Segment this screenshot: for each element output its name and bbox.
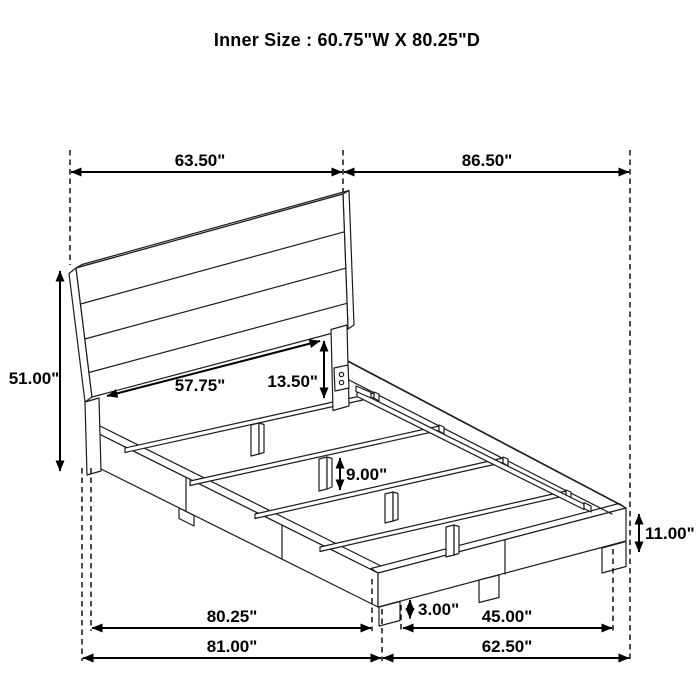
support-leg-side (393, 492, 398, 521)
support-leg-side (259, 423, 264, 454)
headboard-panel (76, 194, 348, 397)
support-leg (385, 492, 393, 523)
dimension-headboard-to-slat-gap (267, 341, 324, 398)
headboard (69, 191, 371, 476)
dimension-total-depth (344, 151, 629, 172)
support-leg (446, 525, 454, 557)
support-leg (251, 423, 259, 456)
dimension-outer-depth (83, 637, 381, 658)
dimension-label: 13.50" (267, 372, 318, 391)
dimension-label: 81.00" (206, 637, 258, 656)
bed-drawing (69, 191, 626, 627)
dimension-label: 86.50" (461, 151, 513, 170)
dimension-label: 11.00" (645, 524, 695, 543)
slat (190, 426, 439, 486)
dimension-inner-depth (92, 607, 371, 628)
dimension-label: 80.25" (206, 607, 258, 626)
right-side-rail (342, 358, 627, 515)
center-rail-end-cap (584, 503, 591, 513)
headboard-left-leg (85, 398, 101, 475)
mounting-bracket (334, 365, 349, 391)
support-leg (319, 457, 327, 491)
dimension-outer-foot-width (383, 637, 629, 658)
dimension-side-rail-height (639, 514, 695, 552)
dimension-label: 63.50" (174, 151, 226, 170)
dimension-floor-clearance (410, 600, 459, 619)
dimension-headboard-width (71, 151, 342, 172)
dimension-label: 45.00" (481, 607, 533, 626)
dimension-label: 51.00" (8, 369, 60, 388)
diagram-title: Inner Size : 60.75"W X 80.25"D (213, 30, 481, 50)
dimension-label: 62.50" (481, 637, 533, 656)
dimension-headboard-height (9, 271, 60, 471)
dimension-label: 57.75" (174, 376, 226, 395)
bracket-hole (339, 372, 343, 376)
dimension-label: 3.00" (418, 600, 460, 619)
foot-leg-center (479, 575, 499, 603)
bracket-hole (339, 380, 343, 384)
left-rail-front-face (89, 429, 378, 607)
center-rail-bar (357, 391, 584, 510)
support-leg-side (327, 457, 332, 489)
support-leg-side (454, 525, 459, 555)
dimension-label: 9.00" (346, 465, 388, 484)
